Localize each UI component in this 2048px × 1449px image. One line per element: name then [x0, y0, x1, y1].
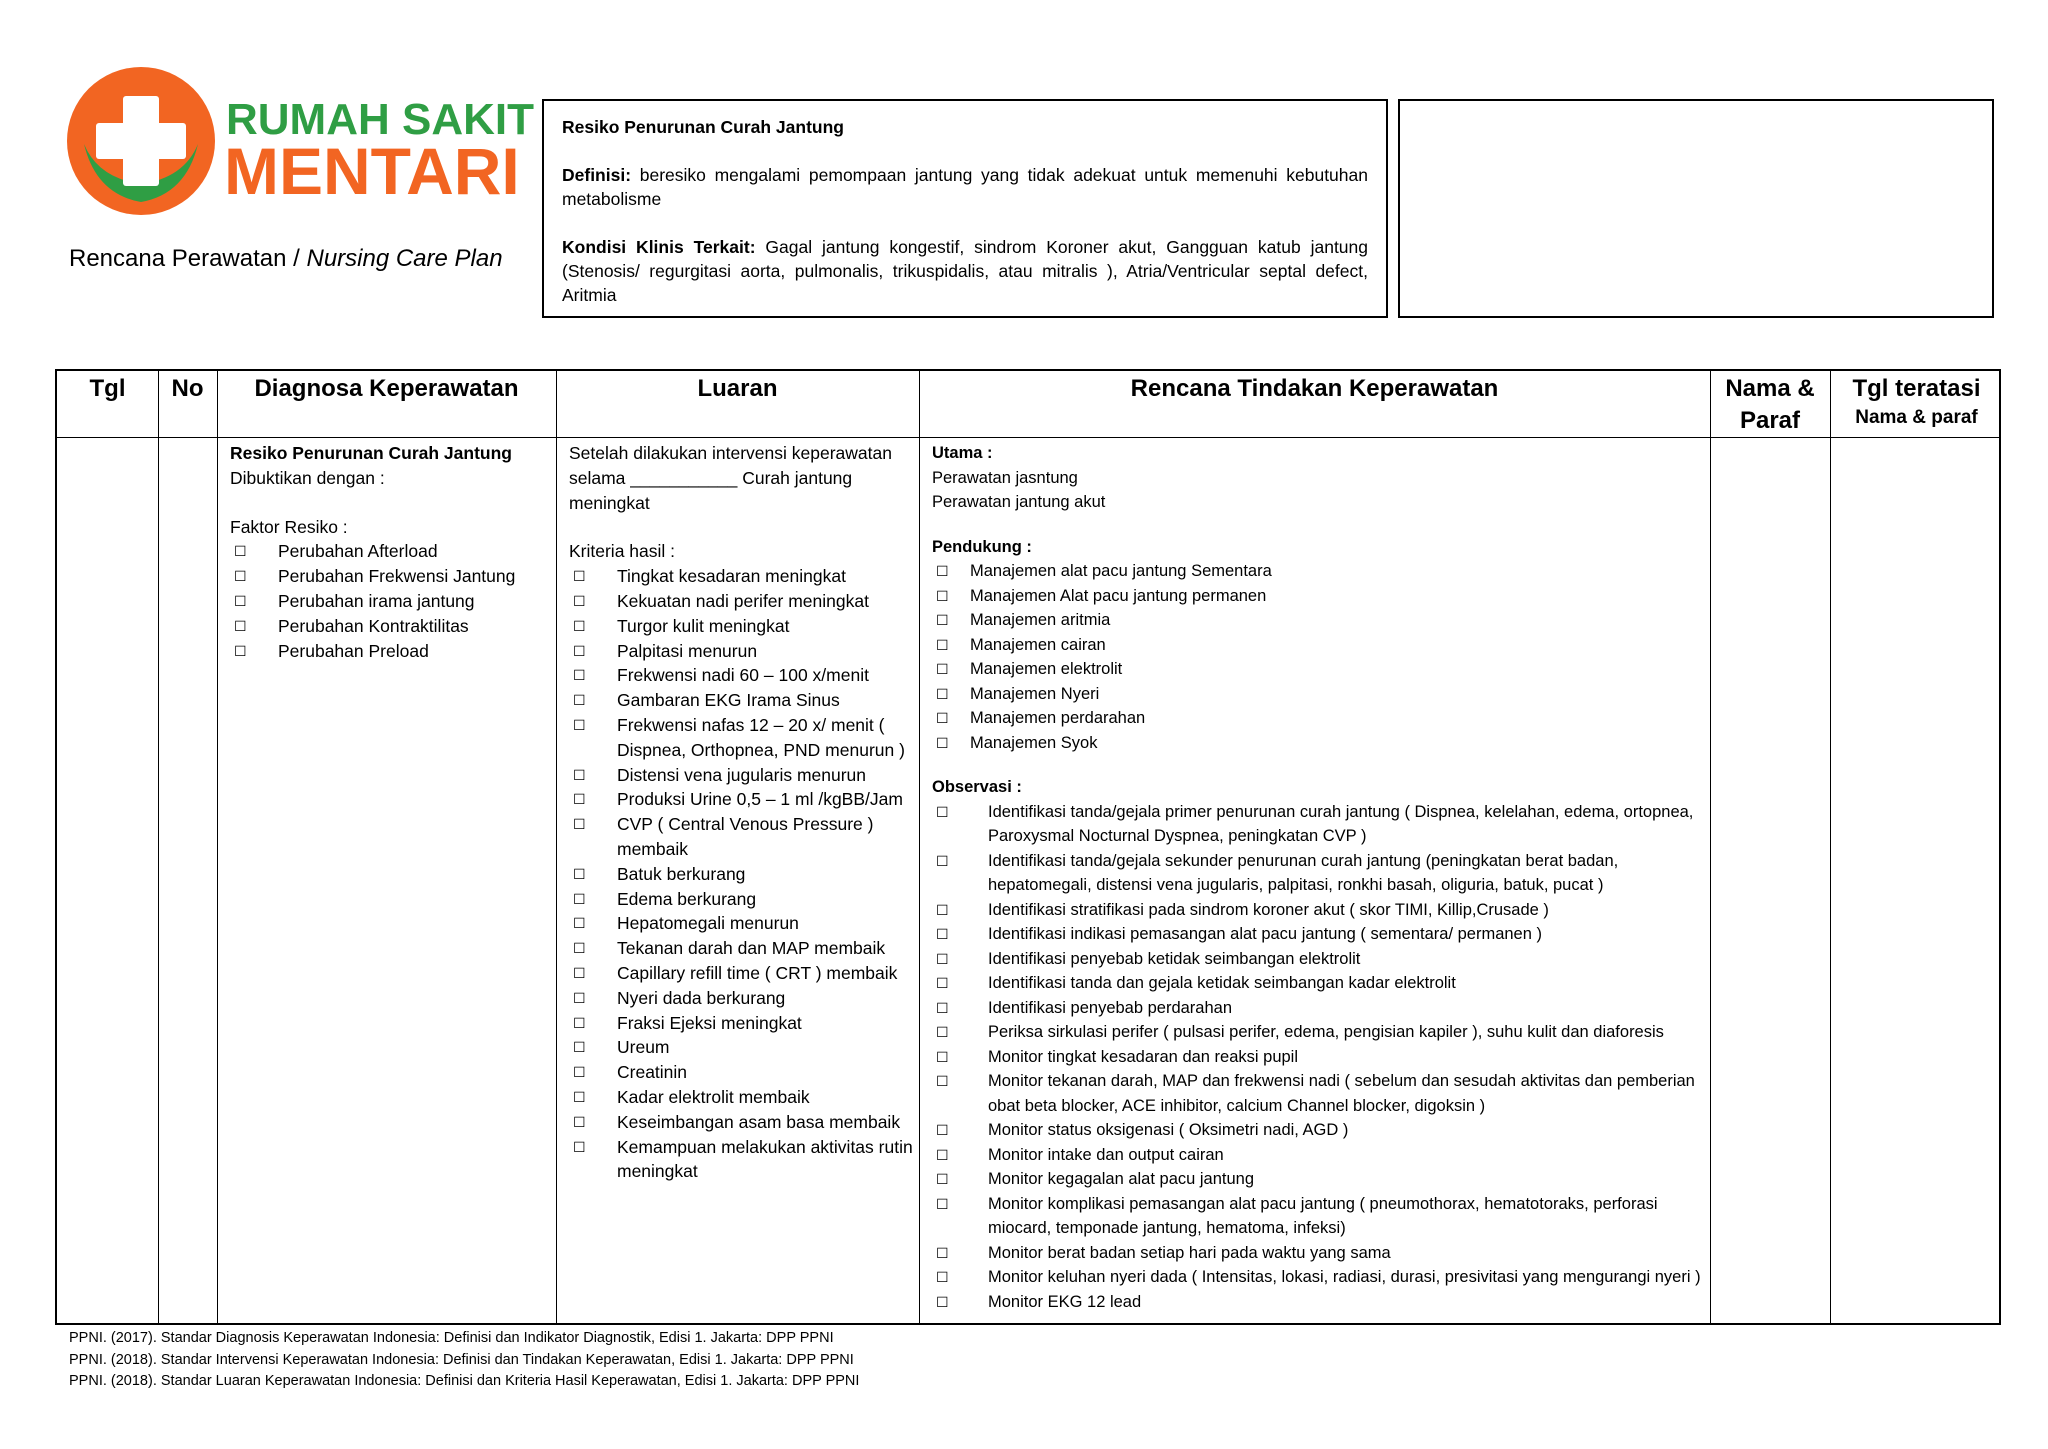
supporting-intervention-item-label: Manajemen alat pacu jantung Sementara — [970, 562, 1272, 580]
observation-item[interactable] — [932, 849, 1702, 898]
criteria-label: Kriteria hasil : — [569, 541, 676, 562]
risk-factors-label: Faktor Resiko : — [230, 516, 348, 537]
outcome-criterion-item[interactable] — [569, 763, 914, 788]
checkbox-icon[interactable]: ☐ — [936, 661, 949, 677]
checkbox-icon[interactable]: ☐ — [573, 791, 586, 808]
supporting-intervention-item[interactable] — [932, 682, 1702, 707]
column-divider — [217, 371, 218, 1323]
outcome-criterion-item-label: Turgor kulit meningkat — [617, 615, 790, 636]
observation-item-label: Identifikasi indikasi pemasangan alat pacu jantung ( sementara/ permanen ) — [988, 925, 1542, 943]
utama-label: Utama : — [932, 444, 993, 462]
document-subtitle — [69, 245, 503, 273]
outcome-criterion-item[interactable] — [569, 1060, 914, 1085]
luaran-intro-1: Setelah dilakukan intervensi keperawatan — [569, 443, 892, 463]
luaran-intro-2: selama ___________ Curah jantung — [569, 467, 853, 488]
header-tgl-teratasi — [1830, 371, 2003, 437]
outcome-criterion-item[interactable] — [569, 1135, 914, 1185]
outcome-criterion-item-label: Fraksi Ejeksi meningkat — [617, 1012, 802, 1033]
observation-item[interactable] — [932, 947, 1702, 972]
definition-title: Resiko Penurunan Curah Jantung — [562, 117, 844, 137]
diagnosa-cell — [230, 441, 550, 663]
reference-item: PPNI. (2018). Standar Intervensi Keperawatan Indonesia: Definisi dan Tindakan Keperawatan, Edisi 1. Jakarta: DPP PPNI — [69, 1351, 854, 1368]
outcome-criterion-item-label: Keseimbangan asam basa membaik — [617, 1111, 901, 1132]
checkbox-icon[interactable]: ☐ — [573, 1064, 586, 1081]
observation-item-label: Periksa sirkulasi perifer ( pulsasi perifer, edema, pengisian kapiler ), suhu kulit dan diaforesis — [988, 1023, 1664, 1041]
patient-identity-box — [1398, 99, 1994, 318]
observation-item[interactable] — [932, 1143, 1702, 1168]
checkbox-icon[interactable]: ☐ — [573, 592, 586, 609]
checkbox-icon[interactable]: ☐ — [936, 563, 949, 579]
checkbox-icon[interactable]: ☐ — [573, 940, 586, 957]
outcome-criterion-item-label: Frekwensi nafas 12 – 20 x/ menit ( Dispnea, Orthopnea, PND menurun ) — [617, 714, 905, 760]
outcome-criterion-item[interactable] — [569, 812, 914, 862]
checkbox-icon[interactable]: ☐ — [936, 1122, 949, 1138]
observation-item[interactable] — [932, 1020, 1702, 1045]
observasi-label: Observasi : — [932, 778, 1022, 796]
checkbox-icon[interactable]: ☐ — [234, 592, 247, 609]
hospital-logo — [66, 66, 546, 216]
checkbox-icon[interactable]: ☐ — [936, 1293, 949, 1310]
subtitle-plain: Rencana Perawatan / — [69, 245, 307, 272]
observation-item[interactable] — [932, 996, 1702, 1021]
checkbox-icon[interactable]: ☐ — [573, 1113, 586, 1130]
column-divider — [158, 371, 159, 1323]
column-divider — [1710, 371, 1711, 1323]
observation-item[interactable] — [932, 1192, 1702, 1241]
header-tgl-teratasi-label: Tgl teratasi — [1852, 375, 1981, 402]
column-divider — [919, 371, 920, 1323]
header-tgl: Tgl — [89, 375, 126, 402]
checkbox-icon[interactable]: ☐ — [234, 543, 247, 560]
reference-item: PPNI. (2017). Standar Diagnosis Keperawatan Indonesia: Definisi dan Indikator Diagnostik, Edisi 1. Jakarta: DPP PPNI — [69, 1330, 834, 1346]
checkbox-icon[interactable]: ☐ — [573, 642, 586, 659]
checkbox-icon[interactable]: ☐ — [936, 1195, 949, 1212]
checkbox-icon[interactable]: ☐ — [234, 568, 247, 585]
outcome-criterion-item[interactable] — [569, 911, 914, 936]
observation-item[interactable] — [932, 898, 1702, 923]
outcome-criterion-item[interactable] — [569, 1085, 914, 1110]
diagnosa-evidence-label: Dibuktikan dengan : — [230, 467, 385, 488]
outcome-criterion-item-label: Capillary refill time ( CRT ) membaik — [617, 962, 898, 983]
outcome-criterion-item-label: Nyeri dada berkurang — [617, 987, 786, 1008]
risk-factor-item-label: Perubahan Preload — [278, 640, 429, 661]
outcome-criteria-list — [569, 564, 914, 1184]
header-no: No — [171, 375, 204, 402]
column-divider — [1830, 371, 1831, 1323]
risk-factor-item[interactable] — [230, 614, 550, 639]
checkbox-icon[interactable]: ☐ — [573, 716, 586, 733]
logo-text-line2: MENTARI — [224, 134, 520, 208]
observation-item-label: Monitor intake dan output cairan — [988, 1145, 1224, 1164]
checkbox-icon[interactable]: ☐ — [936, 710, 949, 726]
logo-text-line1: RUMAH SAKIT — [226, 95, 534, 144]
header-diagnosa: Diagnosa Keperawatan — [254, 375, 519, 402]
outcome-criterion-item[interactable] — [569, 713, 914, 763]
checkbox-icon[interactable]: ☐ — [936, 636, 949, 653]
checkbox-icon[interactable]: ☐ — [936, 852, 949, 869]
header-nama-paraf-small: Nama & paraf — [1855, 407, 1978, 428]
checkbox-icon[interactable]: ☐ — [573, 667, 586, 684]
checkbox-icon[interactable]: ☐ — [573, 890, 586, 907]
header-nama-paraf — [1710, 371, 1830, 437]
checkbox-icon[interactable]: ☐ — [573, 964, 586, 981]
checkbox-icon[interactable]: ☐ — [234, 617, 247, 634]
supporting-intervention-item-label: Manajemen Syok — [970, 733, 1098, 752]
observation-item[interactable] — [932, 971, 1702, 996]
observation-item[interactable] — [932, 1045, 1702, 1070]
outcome-criterion-item-label: Edema berkurang — [617, 888, 757, 909]
header-rencana: Rencana Tindakan Keperawatan — [1130, 375, 1499, 402]
subtitle-italic: Nursing Care Plan — [306, 245, 503, 272]
checkbox-icon[interactable]: ☐ — [936, 901, 949, 918]
observation-item-label: Monitor EKG 12 lead — [988, 1292, 1142, 1311]
supporting-intervention-item-label: Manajemen elektrolit — [970, 660, 1123, 678]
checkbox-icon[interactable]: ☐ — [936, 612, 949, 628]
supporting-intervention-item[interactable] — [932, 731, 1702, 756]
risk-factor-item[interactable] — [230, 589, 550, 614]
observation-item-label: Identifikasi stratifikasi pada sindrom koroner akut ( skor TIMI, Killip,Crusade ) — [988, 900, 1549, 919]
supporting-intervention-item[interactable] — [932, 584, 1702, 609]
outcome-criterion-item[interactable] — [569, 1011, 914, 1036]
observation-item-label: Monitor berat badan setiap hari pada waktu yang sama — [988, 1243, 1391, 1262]
risk-factor-item-label: Perubahan Afterload — [278, 541, 438, 562]
checkbox-icon[interactable]: ☐ — [936, 1269, 949, 1285]
outcome-criterion-item[interactable] — [569, 936, 914, 961]
supporting-intervention-item[interactable] — [932, 706, 1702, 731]
outcome-criterion-item-label: Ureum — [617, 1037, 670, 1058]
checkbox-icon[interactable]: ☐ — [573, 766, 586, 783]
clinical-conditions-paragraph — [562, 235, 1368, 307]
luaran-intro-3: meningkat — [569, 492, 650, 513]
checkbox-icon[interactable]: ☐ — [573, 1088, 586, 1105]
outcome-criterion-item[interactable] — [569, 663, 914, 688]
risk-factor-item-label: Perubahan irama jantung — [278, 590, 475, 611]
observation-item-label: Monitor keluhan nyeri dada ( Intensitas, lokasi, radiasi, durasi, presivitasi yang mengurangi nyeri ) — [988, 1268, 1701, 1286]
header-luaran: Luaran — [697, 375, 778, 402]
checkbox-icon[interactable]: ☐ — [234, 642, 247, 659]
observation-item-label: Identifikasi tanda/gejala primer penurunan curah jantung ( Dispnea, kelelahan, edema, ortopnea, Paroxysmal Nocturnal Dyspnea, peningkatan CVP ) — [988, 802, 1694, 845]
outcome-criterion-item[interactable] — [569, 564, 914, 589]
definition-label: Definisi: — [562, 165, 632, 185]
supporting-intervention-item[interactable] — [932, 633, 1702, 658]
checkbox-icon[interactable]: ☐ — [936, 1146, 949, 1163]
observation-item[interactable] — [932, 1069, 1702, 1118]
observation-item-label: Identifikasi tanda/gejala sekunder penurunan curah jantung (peningkatan berat badan, hepatomegali, distensi vena jugularis, palpitasi, ronkhi basah, oliguria, batuk, pucat ) — [988, 851, 1619, 894]
outcome-criterion-item[interactable] — [569, 639, 914, 664]
clinical-conditions-label: Kondisi Klinis Terkait: — [562, 237, 756, 257]
outcome-criterion-item-label: Batuk berkurang — [617, 863, 746, 884]
observation-item[interactable] — [932, 1167, 1702, 1192]
outcome-criterion-item[interactable] — [569, 986, 914, 1011]
risk-factor-item[interactable] — [230, 539, 550, 564]
checkbox-icon[interactable]: ☐ — [573, 865, 586, 882]
outcome-criterion-item[interactable] — [569, 614, 914, 639]
risk-factor-list — [230, 539, 550, 663]
supporting-intervention-item-label: Manajemen perdarahan — [970, 709, 1146, 727]
checkbox-icon[interactable]: ☐ — [936, 950, 949, 967]
outcome-criterion-item-label: Tekanan darah dan MAP membaik — [617, 938, 886, 959]
reference-item: PPNI. (2018). Standar Luaran Keperawatan Indonesia: Definisi dan Kriteria Hasil Keperawatan, Edisi 1. Jakarta: DPP PPNI — [69, 1373, 860, 1389]
checkbox-icon[interactable]: ☐ — [573, 989, 586, 1006]
outcome-criterion-item[interactable] — [569, 862, 914, 887]
outcome-criterion-item-label: CVP ( Central Venous Pressure ) membaik — [617, 814, 874, 859]
checkbox-icon[interactable]: ☐ — [936, 803, 949, 820]
observation-item-label: Identifikasi tanda dan gejala ketidak seimbangan kadar elektrolit — [988, 974, 1456, 992]
supporting-intervention-item[interactable] — [932, 608, 1702, 633]
checkbox-icon[interactable]: ☐ — [936, 734, 949, 751]
supporting-intervention-item[interactable] — [932, 559, 1702, 584]
pendukung-label: Pendukung : — [932, 537, 1032, 556]
observation-item[interactable] — [932, 1118, 1702, 1143]
clinical-conditions-text: Gagal jantung kongestif, sindrom Koroner akut, Gangguan katub jantung (Stenosis/ regurgitasi aorta, pulmonalis, trikuspidalis, atau mitralis ), Atria/Ventricular septal defect, Aritmia — [562, 237, 1369, 305]
checkbox-icon[interactable]: ☐ — [573, 816, 586, 833]
checkbox-icon[interactable]: ☐ — [573, 1138, 586, 1155]
checkbox-icon[interactable]: ☐ — [573, 568, 586, 585]
checkbox-icon[interactable]: ☐ — [936, 1171, 949, 1187]
references — [69, 1328, 859, 1393]
header-paraf: Paraf — [1739, 407, 1801, 434]
checkbox-icon[interactable]: ☐ — [936, 999, 949, 1016]
luaran-cell — [569, 441, 914, 1184]
primary-intervention-list — [932, 466, 1702, 515]
checkbox-icon[interactable]: ☐ — [573, 915, 586, 932]
observation-item[interactable] — [932, 800, 1702, 849]
primary-intervention-item — [932, 466, 1702, 491]
observation-item-label: Monitor tingkat kesadaran dan reaksi pupil — [988, 1047, 1299, 1066]
outcome-criterion-item-label: Gambaran EKG Irama Sinus — [617, 690, 840, 711]
outcome-criterion-item-label: Palpitasi menurun — [617, 640, 758, 661]
risk-factor-item[interactable] — [230, 639, 550, 664]
supporting-intervention-item-label: Manajemen Alat pacu jantung permanen — [970, 586, 1267, 605]
outcome-criterion-item[interactable] — [569, 589, 914, 614]
outcome-criterion-item[interactable] — [569, 688, 914, 713]
observation-list — [932, 800, 1702, 1315]
rencana-cell — [932, 441, 1702, 1314]
outcome-criterion-item-label: Produksi Urine 0,5 – 1 ml /kgBB/Jam — [617, 789, 903, 810]
primary-intervention-item — [932, 490, 1702, 515]
outcome-criterion-item-label: Creatinin — [617, 1062, 688, 1083]
checkbox-icon[interactable]: ☐ — [573, 692, 586, 709]
risk-factor-item[interactable] — [230, 564, 550, 589]
checkbox-icon[interactable]: ☐ — [573, 1039, 586, 1056]
column-divider — [556, 371, 557, 1323]
observation-item-label: Monitor tekanan darah, MAP dan frekwensi nadi ( sebelum dan sesudah aktivitas dan pemberian obat beta blocker, ACE inhibitor, calcium Channel blocker, digoksin ) — [988, 1072, 1695, 1115]
outcome-criterion-item-label: Tingkat kesadaran meningkat — [617, 566, 846, 587]
outcome-criterion-item-label: Hepatomegali menurun — [617, 913, 799, 934]
checkbox-icon[interactable]: ☐ — [936, 1024, 949, 1040]
outcome-criterion-item[interactable] — [569, 887, 914, 912]
observation-item[interactable] — [932, 922, 1702, 947]
checkbox-icon[interactable]: ☐ — [936, 1048, 949, 1065]
checkbox-icon[interactable]: ☐ — [936, 926, 949, 942]
supporting-intervention-item[interactable] — [932, 657, 1702, 682]
outcome-criterion-item[interactable] — [569, 1110, 914, 1135]
outcome-criterion-item-label: Frekwensi nadi 60 – 100 x/menit — [617, 665, 869, 686]
outcome-criterion-item-label: Kadar elektrolit membaik — [617, 1086, 810, 1107]
definition-text: beresiko mengalami pemompaan jantung yang tidak adekuat untuk memenuhi kebutuhan metabolisme — [562, 165, 1368, 209]
observation-item-label: Monitor status oksigenasi ( Oksimetri nadi, AGD ) — [988, 1121, 1349, 1139]
checkbox-icon[interactable]: ☐ — [936, 1244, 949, 1261]
observation-item-label: Monitor kegagalan alat pacu jantung — [988, 1170, 1255, 1188]
primary-intervention-item-label: Perawatan jantung akut — [932, 493, 1106, 511]
outcome-criterion-item-label: Kemampuan melakukan aktivitas rutin meningkat — [617, 1136, 913, 1182]
primary-intervention-item-label: Perawatan jasntung — [932, 468, 1078, 487]
checkbox-icon[interactable]: ☐ — [573, 1014, 586, 1031]
diagnosa-title: Resiko Penurunan Curah Jantung — [230, 443, 512, 463]
outcome-criterion-item[interactable] — [569, 961, 914, 986]
header-divider — [57, 437, 1999, 438]
risk-factor-item-label: Perubahan Frekwensi Jantung — [278, 566, 516, 587]
care-plan-table — [55, 369, 2001, 1325]
observation-item-label: Monitor komplikasi pemasangan alat pacu jantung ( pneumothorax, hematotoraks, perforasi miocard, temponade jantung, hematoma, infeksi) — [988, 1194, 1658, 1237]
outcome-criterion-item-label: Kekuatan nadi perifer meningkat — [617, 590, 869, 611]
checkbox-icon[interactable]: ☐ — [936, 685, 949, 702]
observation-item[interactable] — [932, 1265, 1702, 1290]
supporting-intervention-item-label: Manajemen aritmia — [970, 611, 1111, 629]
checkbox-icon[interactable]: ☐ — [936, 975, 949, 991]
risk-factor-item-label: Perubahan Kontraktilitas — [278, 615, 469, 636]
definition-paragraph — [562, 163, 1368, 211]
definition-box — [542, 99, 1388, 318]
observation-item-label: Identifikasi penyebab perdarahan — [988, 998, 1233, 1017]
checkbox-icon[interactable]: ☐ — [936, 1073, 949, 1089]
supporting-intervention-list — [932, 559, 1702, 755]
outcome-criterion-item-label: Distensi vena jugularis menurun — [617, 764, 867, 785]
checkbox-icon[interactable]: ☐ — [936, 587, 949, 604]
observation-item-label: Identifikasi penyebab ketidak seimbangan elektrolit — [988, 949, 1361, 968]
supporting-intervention-item-label: Manajemen cairan — [970, 635, 1106, 654]
header-nama: Nama & — [1725, 375, 1815, 402]
supporting-intervention-item-label: Manajemen Nyeri — [970, 684, 1100, 703]
outcome-criterion-item[interactable] — [569, 1035, 914, 1060]
observation-item[interactable] — [932, 1241, 1702, 1266]
checkbox-icon[interactable]: ☐ — [573, 617, 586, 634]
observation-item[interactable] — [932, 1290, 1702, 1315]
outcome-criterion-item[interactable] — [569, 787, 914, 812]
